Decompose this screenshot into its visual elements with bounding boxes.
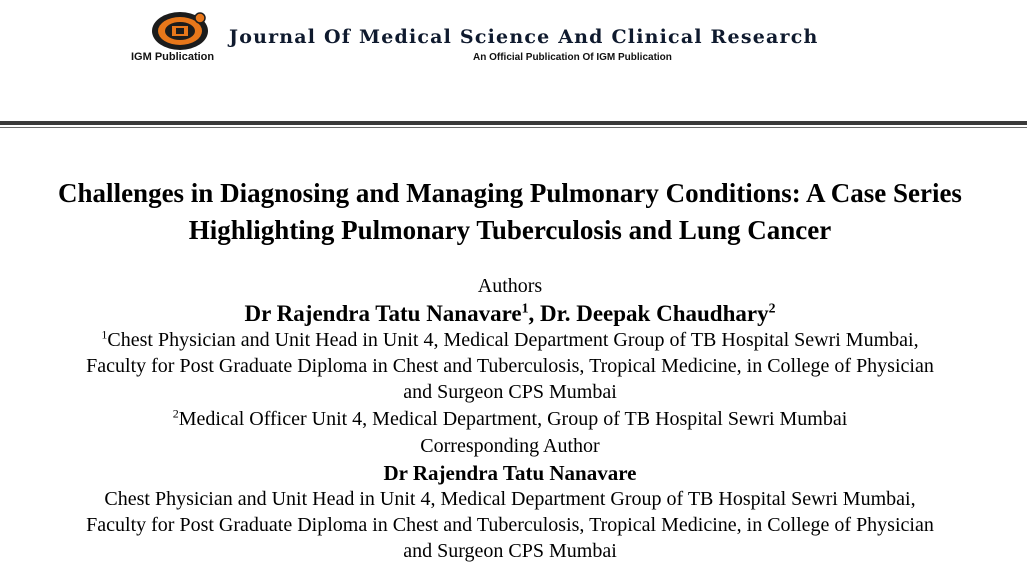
- authors-label: Authors: [477, 275, 543, 297]
- igm-logo-icon: [150, 10, 210, 52]
- affiliation-line: Faculty for Post Graduate Diploma in Chest and Tuberculosis, Tropical Medicine, in College of Physician: [86, 514, 934, 536]
- affiliation-line: Chest Physician and Unit Head in Unit 4, Medical Department Group of TB Hospital Sewri Mumbai,: [104, 488, 916, 510]
- affiliation-line: and Surgeon CPS Mumbai: [403, 381, 617, 403]
- affiliation-line: Faculty for Post Graduate Diploma in Chest and Tuberculosis, Tropical Medicine, in College of Physician: [86, 355, 934, 377]
- journal-tagline: An Official Publication Of IGM Publication: [473, 52, 672, 63]
- author-list: [0, 299, 1020, 329]
- paper-title: Challenges in Diagnosing and Managing Pulmonary Conditions: A Case Series Highlighting Pulmonary Tuberculosis and Lung Cancer: [58, 178, 962, 245]
- corresponding-author-affiliation: [0, 486, 1020, 564]
- header-divider: [0, 121, 1027, 125]
- author-name: Dr. Deepak Chaudhary: [540, 301, 769, 326]
- affiliation-1: [0, 327, 1020, 405]
- author-sup: 2: [768, 300, 776, 316]
- affiliation-sup: 1: [101, 327, 108, 342]
- author-name: Dr Rajendra Tatu Nanavare: [244, 301, 522, 326]
- affiliation-line: and Surgeon CPS Mumbai: [403, 540, 617, 562]
- corresponding-author-name: Dr Rajendra Tatu Nanavare: [383, 461, 637, 485]
- affiliation-line: [0, 327, 1020, 353]
- author-sup: 1: [521, 300, 529, 316]
- affiliation-sup: 2: [172, 406, 179, 421]
- journal-title: Journal Of Medical Science And Clinical Research: [229, 26, 819, 48]
- author-separator: ,: [528, 301, 541, 326]
- corresponding-author-label: Corresponding Author: [420, 435, 600, 457]
- publisher-label: IGM Publication: [131, 51, 215, 63]
- affiliation-text: Chest Physician and Unit Head in Unit 4, Medical Department Group of TB Hospital Sewri Mumbai,: [107, 329, 919, 351]
- header-divider-thin: [0, 127, 1027, 128]
- affiliation-2: [0, 406, 1020, 432]
- affiliation-text: Medical Officer Unit 4, Medical Department, Group of TB Hospital Sewri Mumbai: [178, 408, 848, 430]
